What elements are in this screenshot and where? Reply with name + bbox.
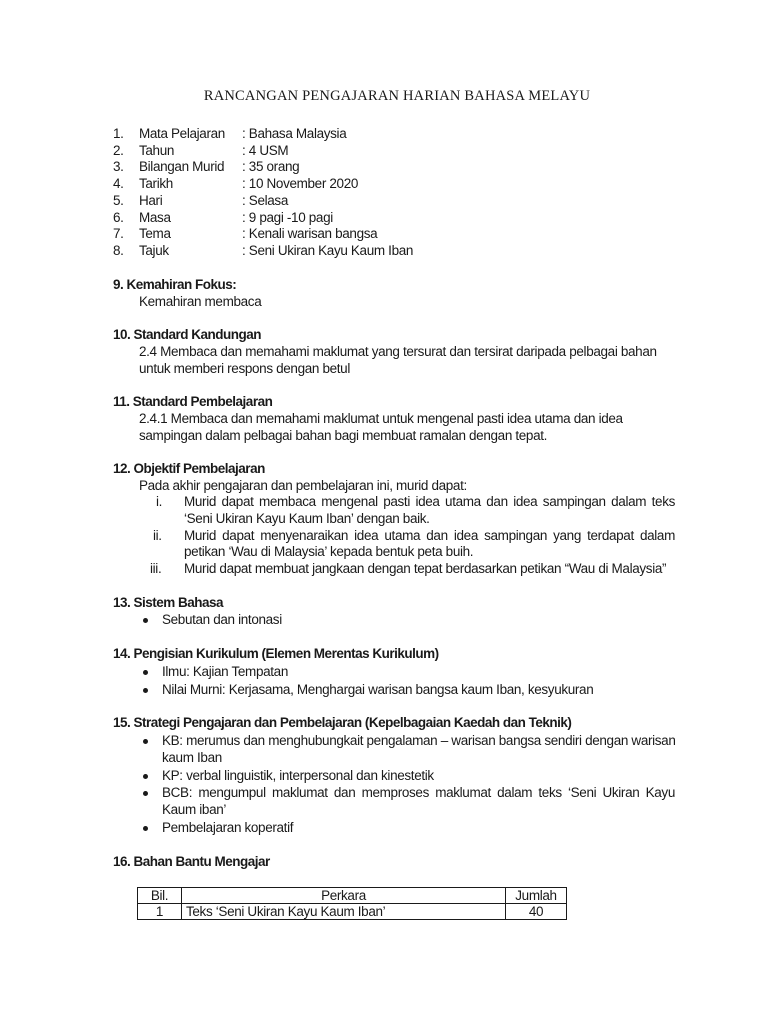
objective-line: Murid dapat membaca mengenal pasti idea utama dan idea sampingan dalam teks bbox=[184, 494, 675, 509]
info-label: Tahun bbox=[139, 142, 175, 158]
section-11-line: 2.4.1 Membaca dan memahami maklumat untuk mengenal pasti idea utama dan idea bbox=[139, 411, 623, 426]
bullet-icon bbox=[143, 791, 148, 796]
table-row bbox=[138, 904, 567, 920]
cell-bil: 1 bbox=[138, 904, 182, 920]
info-num: 7. bbox=[113, 226, 124, 242]
table-header-row bbox=[138, 888, 567, 904]
bullet-text: kaum Iban bbox=[162, 750, 222, 765]
info-value: : Bahasa Malaysia bbox=[242, 126, 347, 141]
document-title: RANCANGAN PENGAJARAN HARIAN BAHASA MELAYU bbox=[203, 88, 591, 104]
bullet-icon bbox=[143, 618, 148, 623]
info-value: : 35 orang bbox=[242, 159, 300, 175]
section-11-line: sampingan dalam pelbagai bahan bagi membuat ramalan dengan tepat. bbox=[139, 428, 548, 443]
section-9-heading: 9. Kemahiran Fokus: bbox=[113, 277, 237, 292]
objective-line: Murid dapat menyenaraikan idea utama dan idea sampingan yang terdapat dalam bbox=[184, 528, 675, 543]
info-value: : 10 November 2020 bbox=[242, 176, 359, 192]
bullet-text: KP: verbal linguistik, interpersonal dan kinestetik bbox=[162, 768, 434, 783]
section-12-heading: 12. Objektif Pembelajaran bbox=[113, 461, 265, 476]
cell-jumlah: 40 bbox=[506, 904, 567, 920]
info-label: Bilangan Murid bbox=[139, 159, 225, 175]
objective-num: iii. bbox=[150, 561, 162, 576]
info-label: Tema bbox=[139, 226, 171, 242]
objective-num: i. bbox=[156, 494, 163, 509]
objective-line: Murid dapat membuat jangkaan dengan tepat berdasarkan petikan “Wau di Malaysia” bbox=[184, 561, 667, 576]
objective-num: ii. bbox=[153, 528, 162, 543]
bullet-text: Pembelajaran koperatif bbox=[162, 820, 294, 835]
bullet-text: Kaum iban’ bbox=[162, 802, 227, 817]
info-label: Masa bbox=[139, 209, 171, 225]
bullet-icon bbox=[143, 826, 148, 831]
bullet-text: Nilai Murni: Kerjasama, Menghargai warisan bangsa kaum Iban, kesyukuran bbox=[162, 682, 594, 697]
section-10-heading: 10. Standard Kandungan bbox=[113, 327, 262, 342]
bullet-text: Ilmu: Kajian Tempatan bbox=[162, 664, 288, 679]
teaching-aids-table bbox=[137, 887, 567, 920]
info-num: 6. bbox=[113, 209, 124, 225]
section-9-text: Kemahiran membaca bbox=[139, 294, 262, 309]
bullet-icon bbox=[143, 688, 148, 693]
bullet-text: KB: merumus dan menghubungkait pengalaman – warisan bangsa sendiri dengan warisan bbox=[162, 733, 676, 748]
info-num: 4. bbox=[113, 176, 124, 192]
info-num: 3. bbox=[113, 159, 124, 175]
info-label: Hari bbox=[139, 192, 163, 208]
section-10-line: 2.4 Membaca dan memahami maklumat yang tersurat dan tersirat daripada pelbagai bahan bbox=[139, 344, 657, 359]
info-value: : Seni Ukiran Kayu Kaum Iban bbox=[242, 242, 414, 258]
cell-perkara: Teks ‘Seni Ukiran Kayu Kaum Iban’ bbox=[182, 904, 506, 920]
header-perkara: Perkara bbox=[182, 888, 506, 904]
info-value: : Selasa bbox=[242, 192, 288, 208]
section-16-heading: 16. Bahan Bantu Mengajar bbox=[113, 854, 270, 869]
section-10-line: untuk memberi respons dengan betul bbox=[139, 361, 350, 376]
section-15-heading: 15. Strategi Pengajaran dan Pembelajaran (Kepelbagaian Kaedah dan Teknik) bbox=[113, 715, 572, 730]
info-label: Tajuk bbox=[139, 242, 169, 258]
section-11-heading: 11. Standard Pembelajaran bbox=[113, 394, 273, 409]
info-num: 8. bbox=[113, 242, 124, 258]
info-num: 1. bbox=[113, 126, 124, 141]
info-value: : 9 pagi -10 pagi bbox=[242, 209, 333, 225]
section-13-heading: 13. Sistem Bahasa bbox=[113, 595, 224, 610]
info-label: Tarikh bbox=[139, 176, 173, 192]
objective-line: ‘Seni Ukiran Kayu Kaum Iban’ dengan baik. bbox=[184, 511, 430, 526]
header-bil: Bil. bbox=[138, 888, 182, 904]
info-value: : Kenali warisan bangsa bbox=[242, 226, 378, 242]
info-num: 5. bbox=[113, 192, 124, 208]
bullet-icon bbox=[143, 670, 148, 675]
bullet-text: BCB: mengumpul maklumat dan memproses maklumat dalam teks ‘Seni Ukiran Kayu bbox=[162, 785, 675, 800]
info-value: : 4 USM bbox=[242, 142, 289, 158]
section-14-heading: 14. Pengisian Kurikulum (Elemen Merentas Kurikulum) bbox=[113, 646, 439, 661]
bullet-text: Sebutan dan intonasi bbox=[162, 612, 282, 627]
section-12-intro: Pada akhir pengajaran dan pembelajaran ini, murid dapat: bbox=[139, 478, 467, 493]
info-num: 2. bbox=[113, 142, 124, 158]
info-label: Mata Pelajaran bbox=[139, 126, 225, 141]
header-jumlah: Jumlah bbox=[506, 888, 567, 904]
bullet-icon bbox=[143, 739, 148, 744]
bullet-icon bbox=[143, 774, 148, 779]
objective-line: petikan ‘Wau di Malaysia’ kepada bentuk peta buih. bbox=[184, 544, 474, 559]
